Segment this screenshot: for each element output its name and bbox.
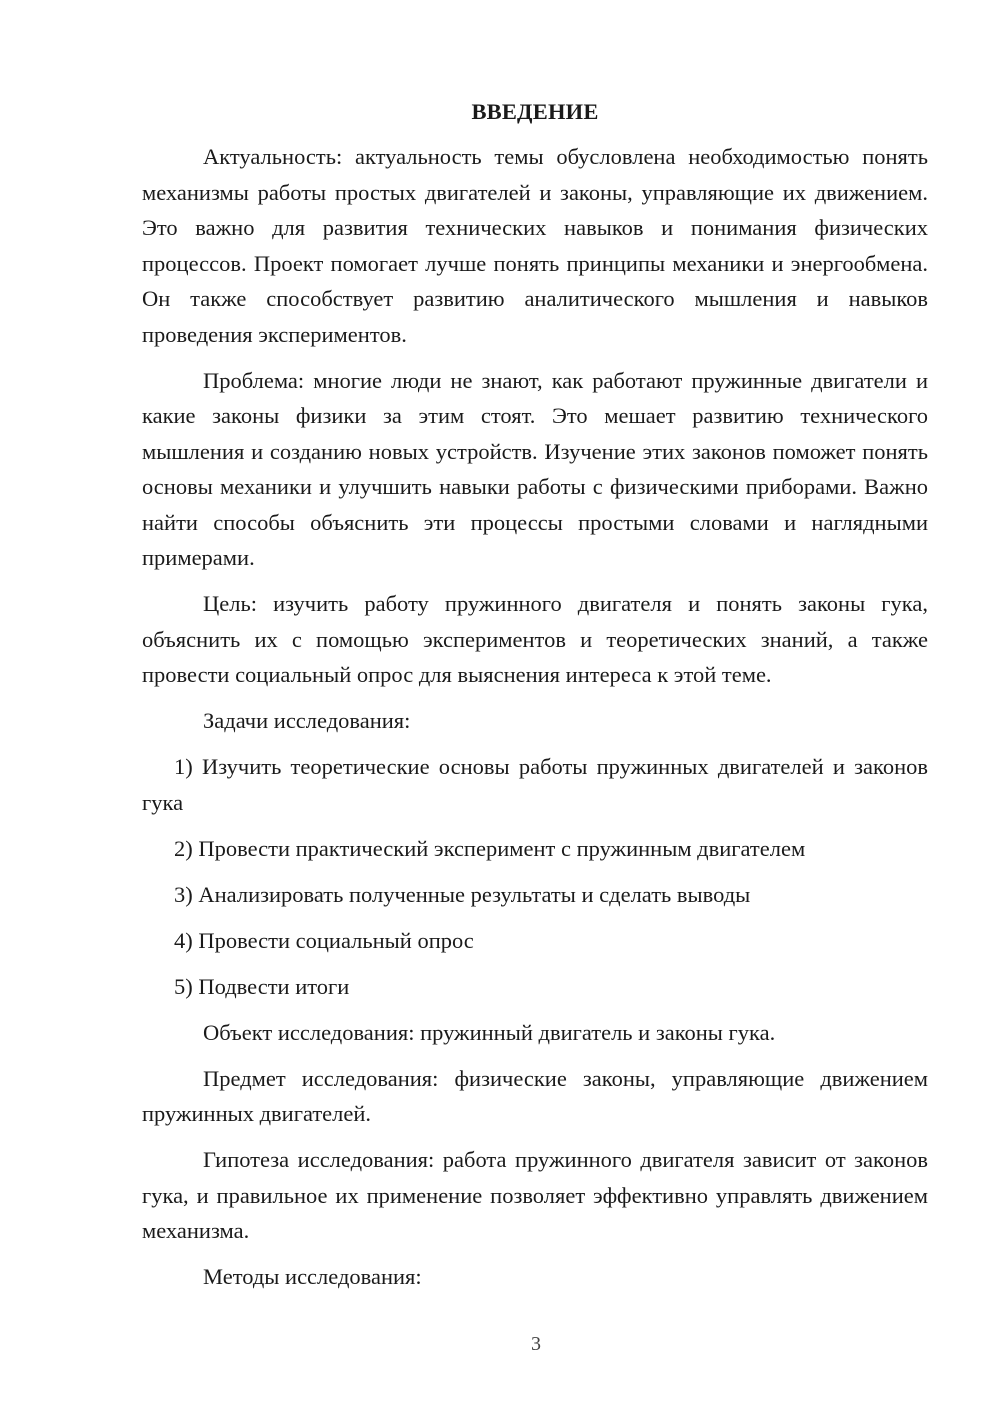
subject-paragraph: Предмет исследования: физические законы, управляющие движением пружинных двигателей. <box>142 1065 928 1126</box>
object-paragraph: Объект исследования: пружинный двигатель и законы гука. <box>203 1019 776 1045</box>
relevance-paragraph: Актуальность: актуальность темы обусловлена необходимостью понять механизмы работы простых двигателей и законы, управляющие их движением. Это важно для развития технических навыков и понимания физических процессов. Проект помогает лучше понять принципы механики и энергообмена. Он также способствует развитию аналитического мышления и навыков проведения экспериментов. <box>142 144 928 347</box>
page-number: 3 <box>531 1333 541 1355</box>
hypothesis-paragraph: Гипотеза исследования: работа пружинного двигателя зависит от законов гука, и правильное их применение позволяет эффективно управлять движением механизма. <box>142 1147 928 1243</box>
task-item: 3) Анализировать полученные результаты и сделать выводы <box>174 881 751 907</box>
section-heading: ВВЕДЕНИЕ <box>471 99 599 124</box>
task-item: 1) Изучить теоретические основы работы пружинных двигателей и законов гука <box>142 754 928 815</box>
goal-paragraph: Цель: изучить работу пружинного двигателя и понять законы гука, объяснить их с помощью экспериментов и теоретических знаний, а также провести социальный опрос для выяснения интереса к этой теме. <box>142 591 928 687</box>
problem-paragraph: Проблема: многие люди не знают, как работают пружинные двигатели и какие законы физики за этим стоят. Это мешает развитию технического мышления и созданию новых устройств. Изучение этих законов поможет понять основы механики и улучшить навыки работы с физическими приборами. Важно найти способы объяснить эти процессы простыми словами и наглядными примерами. <box>142 367 928 570</box>
task-item: 4) Провести социальный опрос <box>174 927 474 953</box>
task-item: 2) Провести практический эксперимент с пружинным двигателем <box>174 835 806 861</box>
page-content <box>142 94 928 1305</box>
task-item: 5) Подвести итоги <box>174 973 350 999</box>
tasks-title: Задачи исследования: <box>203 708 411 733</box>
methods-title: Методы исследования: <box>203 1264 422 1289</box>
